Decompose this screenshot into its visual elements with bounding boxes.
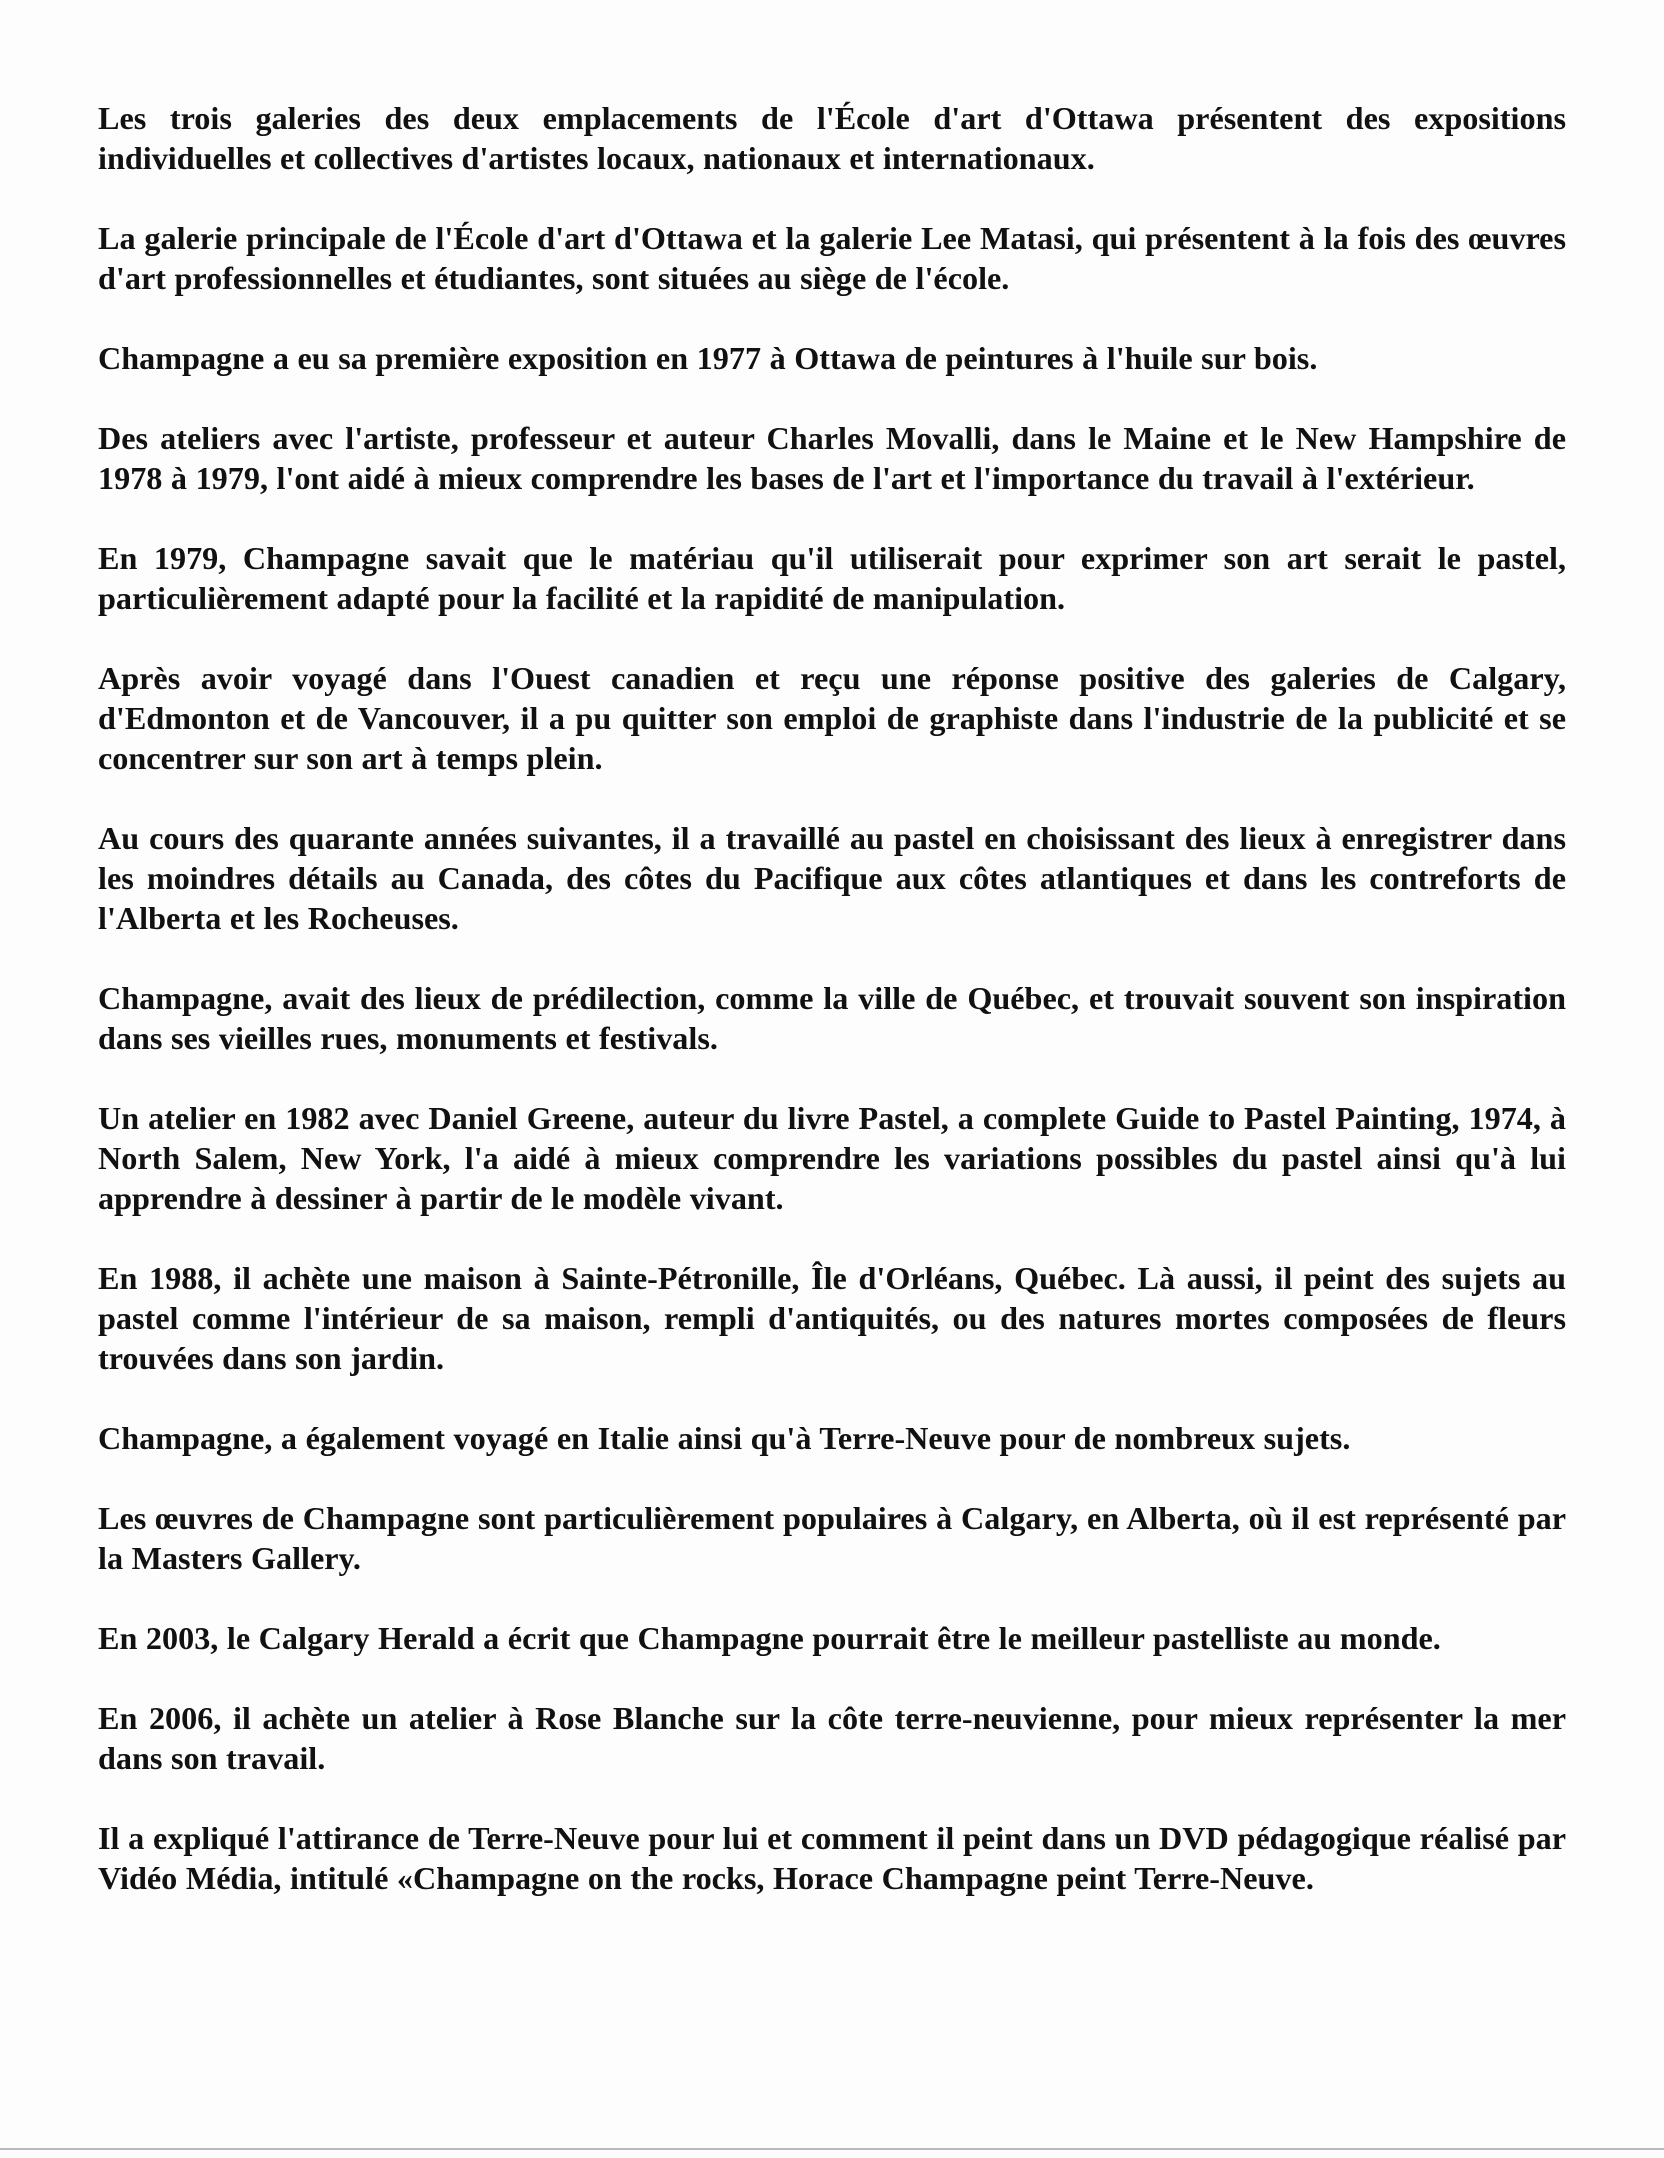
paragraph-italy-newfoundland: Champagne, a également voyagé en Italie ainsi qu'à Terre-Neuve pour de nombreux sujets.	[98, 1420, 1351, 1456]
paragraph-main-gallery: La galerie principale de l'École d'art d'Ottawa et la galerie Lee Matasi, qui présentent à la fois des œuvres d'art professionnelles et étudiantes, sont situées au siège de l'école.	[98, 220, 1566, 296]
paragraph-galleries: Les trois galeries des deux emplacements de l'École d'art d'Ottawa présentent des expositions individuelles et collectives d'artistes locaux, nationaux et internationaux.	[98, 100, 1566, 176]
paragraph-calgary-herald: En 2003, le Calgary Herald a écrit que Champagne pourrait être le meilleur pastelliste au monde.	[98, 1620, 1441, 1656]
paragraph-forty-years: Au cours des quarante années suivantes, il a travaillé au pastel en choisissant des lieux à enregistrer dans les moindres détails au Canada, des côtes du Pacifique aux côtes atlantiques et dans les contreforts de l'Alberta et les Rocheuses.	[98, 820, 1566, 936]
paragraph-first-exhibition: Champagne a eu sa première exposition en 1977 à Ottawa de peintures à l'huile sur bois.	[98, 340, 1318, 376]
paragraph-greene-workshop: Un atelier en 1982 avec Daniel Greene, auteur du livre Pastel, a complete Guide to Pastel Painting, 1974, à North Salem, New York, l'a aidé à mieux comprendre les variations possibles du pastel ainsi qu'à lui apprendre à dessiner à partir de le modèle vivant.	[98, 1100, 1566, 1216]
paragraph-rose-blanche: En 2006, il achète un atelier à Rose Blanche sur la côte terre-neuvienne, pour mieux représenter la mer dans son travail.	[98, 1700, 1566, 1776]
paragraph-dvd: Il a expliqué l'attirance de Terre-Neuve pour lui et comment il peint dans un DVD pédagogique réalisé par Vidéo Média, intitulé «Champagne on the rocks, Horace Champagne peint Terre-Neuve.	[98, 1820, 1566, 1896]
paragraph-western-travel: Après avoir voyagé dans l'Ouest canadien et reçu une réponse positive des galeries de Calgary, d'Edmonton et de Vancouver, il a pu quitter son emploi de graphiste dans l'industrie de la publicité et se concentrer sur son art à temps plein.	[98, 660, 1566, 776]
paragraph-movalli-workshops: Des ateliers avec l'artiste, professeur et auteur Charles Movalli, dans le Maine et le New Hampshire de 1978 à 1979, l'ont aidé à mieux comprendre les bases de l'art et l'importance du travail à l'extérieur.	[98, 420, 1566, 496]
paragraph-quebec-city: Champagne, avait des lieux de prédilection, comme la ville de Québec, et trouvait souvent son inspiration dans ses vieilles rues, monuments et festivals.	[98, 980, 1566, 1056]
paragraph-pastel-choice: En 1979, Champagne savait que le matériau qu'il utiliserait pour exprimer son art serait le pastel, particulièrement adapté pour la facilité et la rapidité de manipulation.	[98, 540, 1566, 616]
bottom-divider	[0, 2148, 1664, 2150]
document-body	[98, 98, 1566, 1898]
paragraph-ile-orleans-house: En 1988, il achète une maison à Sainte-Pétronille, Île d'Orléans, Québec. Là aussi, il peint des sujets au pastel comme l'intérieur de sa maison, rempli d'antiquités, ou des natures mortes composées de fleurs trouvées dans son jardin.	[98, 1260, 1566, 1376]
paragraph-calgary-popularity: Les œuvres de Champagne sont particulièrement populaires à Calgary, en Alberta, où il est représenté par la Masters Gallery.	[98, 1500, 1566, 1576]
